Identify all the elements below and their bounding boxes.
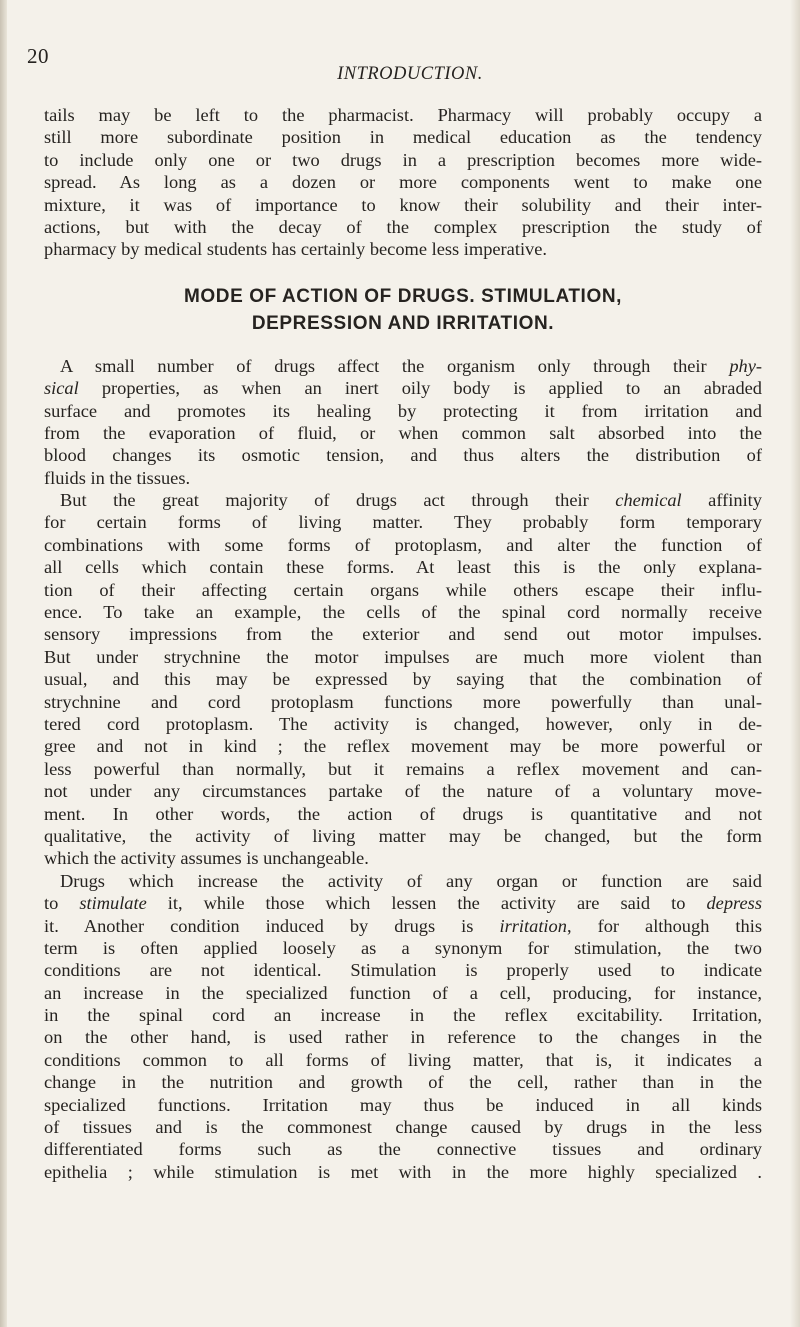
page-edge-right [790,0,800,1327]
text-line: combinations with some forms of protoplasm, and alter the function of [44,534,762,555]
emphasis-text: stimulate [79,893,147,914]
text-line [44,489,762,511]
emphasis-text: phy- [729,355,762,376]
body-text [44,104,762,1183]
text-line: fluids in the tissues. [44,467,191,488]
text-run: affinity [681,490,762,511]
text-line: conditions are not identical. Stimulation is properly used to indicate [44,960,762,981]
emphasis-text: sical [44,378,79,399]
text-line: ence. To take an example, the cells of the spinal cord normally receive [44,602,762,623]
paragraph-physical-properties [44,355,762,489]
paragraph-pharmacy [44,104,762,261]
text-line: Drugs which increase the activity of any organ or function are said [60,870,762,891]
text-line: of tissues and is the commonest change caused by drugs in the less [44,1117,762,1138]
text-line [44,377,762,399]
text-line: actions, but with the decay of the complex prescription the study of [44,216,762,237]
text-line: specialized functions. Irritation may thus be induced in all kinds [44,1094,762,1115]
page-edge-left [0,0,7,1327]
text-line: from the evaporation of fluid, or when common salt absorbed into the [44,422,762,443]
text-line: surface and promotes its healing by protecting it from irritation and [44,400,762,421]
section-heading-line: DEPRESSION AND IRRITATION. [251,312,555,334]
text-line: differentiated forms such as the connective tissues and ordinary [44,1139,762,1160]
text-line: change in the nutrition and growth of the cell, rather than in the [44,1072,762,1093]
text-line: still more subordinate position in medical education as the tendency [44,127,762,148]
paragraph-stimulation-irritation [44,870,762,1183]
text-line [44,355,762,377]
text-run: to [44,893,80,914]
text-line: blood changes its osmotic tension, and thus alters the distribution of [44,445,762,466]
text-line: on the other hand, is used rather in reference to the changes in the [44,1027,762,1048]
text-line: tails may be left to the pharmacist. Pharmacy will probably occupy a [44,105,762,125]
text-line: mixture, it was of importance to know their solubility and their inter- [44,194,762,215]
text-line [44,915,762,937]
text-line: spread. As long as a dozen or more components went to make one [44,172,762,193]
text-line: epithelia ; while stimulation is met with in the more highly specialized . [44,1161,762,1182]
text-line: tion of their affecting certain organs while others escape their influ- [44,579,762,600]
text-line: which the activity assumes is unchangeable. [44,848,369,869]
emphasis-text: depress [706,893,762,914]
text-line: less powerful than normally, but it remains a reflex movement and can- [44,758,762,779]
text-run: But the great majority of drugs act through their [60,490,616,511]
text-line: conditions common to all forms of living matter, that is, it indicates a [44,1049,762,1070]
text-line: to include only one or two drugs in a prescription becomes more wide- [44,149,762,170]
text-line: ment. In other words, the action of drugs is quantitative and not [44,803,762,824]
page-number: 20 [27,44,49,68]
emphasis-text: irritation [499,915,567,936]
text-line: an increase in the specialized function of a cell, producing, for instance, [44,982,762,1003]
text-line: gree and not in kind ; the reflex movement may be more powerful or [44,736,762,757]
text-line: in the spinal cord an increase in the reflex excitability. Irritation, [44,1005,762,1026]
text-line: all cells which contain these forms. At least this is the only explana- [44,557,762,578]
text-line: pharmacy by medical students has certainly become less imperative. [44,239,548,260]
text-line: for certain forms of living matter. They probably form temporary [44,512,762,533]
section-heading-line: MODE OF ACTION OF DRUGS. STIMULATION, [183,285,623,307]
text-line: tered cord protoplasm. The activity is changed, however, only in de- [44,713,762,734]
text-line: But under strychnine the motor impulses are much more violent than [44,646,762,667]
text-line: term is often applied loosely as a synonym for stimulation, the two [44,937,762,958]
emphasis-text: chemical [615,490,682,511]
text-run: properties, as when an inert oily body is applied to an abraded [78,378,762,399]
text-line: qualitative, the activity of living matter may be changed, but the form [44,825,762,846]
text-line [44,892,762,914]
text-run: it. Another condition induced by drugs is [44,915,500,936]
text-line: not under any circumstances partake of the nature of a voluntary move- [44,781,762,802]
running-title: INTRODUCTION. [337,64,483,84]
text-line: usual, and this may be expressed by saying that the combination of [44,669,762,690]
text-run: it, while those which lessen the activity are said to [146,893,707,914]
section-heading [44,283,762,337]
text-run: A small number of drugs affect the organism only through their [60,355,730,376]
running-head [0,44,800,84]
text-run: , for although this [566,915,762,936]
text-line: strychnine and cord protoplasm functions more powerfully than unal- [44,691,762,712]
text-line: sensory impressions from the exterior and send out motor impulses. [44,624,762,645]
paragraph-chemical-affinity [44,489,762,870]
